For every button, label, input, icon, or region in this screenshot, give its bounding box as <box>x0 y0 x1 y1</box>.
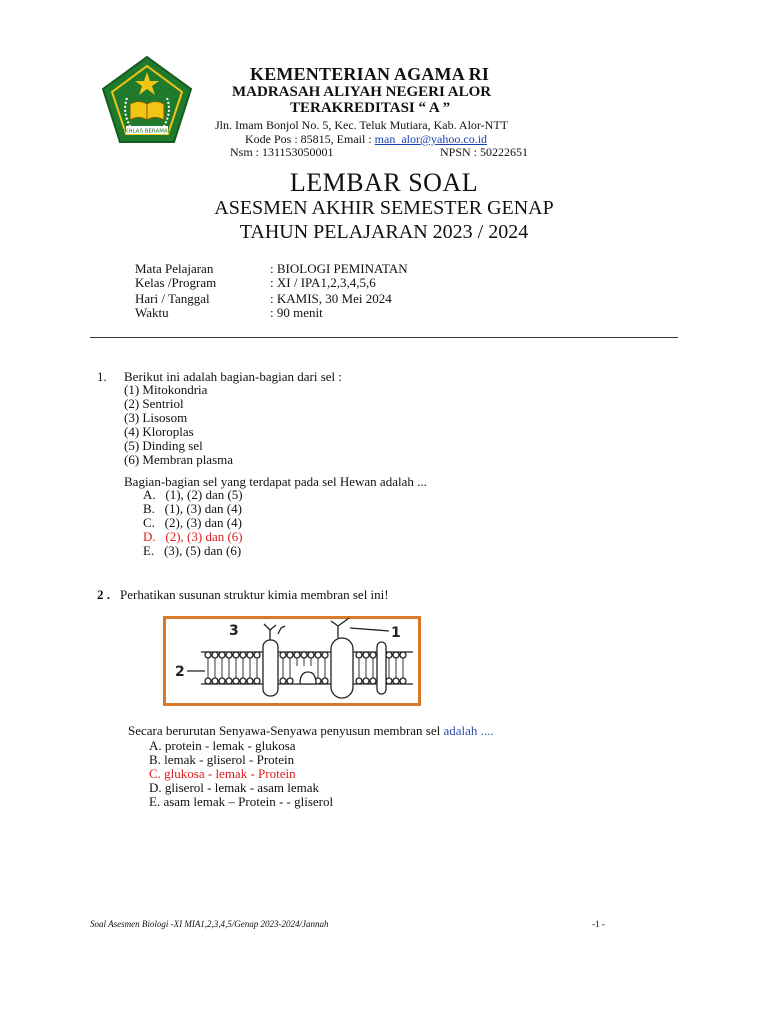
option-a[interactable]: A. protein - lemak - glukosa <box>149 738 296 753</box>
page-number: -1 - <box>592 919 605 929</box>
email-link[interactable]: man_alor@yahoo.co.id <box>374 132 488 146</box>
header-accreditation: TERAKREDITASI “ A ” <box>290 100 451 116</box>
info-value: : 90 menit <box>270 305 323 320</box>
list-item: (3) Lisosom <box>124 410 188 425</box>
header-ministry: KEMENTERIAN AGAMA RI <box>250 64 490 84</box>
figure-label-3: 3 <box>229 623 239 639</box>
option-text: (3), (5) dan (6) <box>163 543 242 558</box>
svg-text:IKHLAS BERAMAL: IKHLAS BERAMAL <box>123 128 171 135</box>
list-item: (4) Kloroplas <box>124 424 194 439</box>
option-b[interactable] <box>143 502 242 516</box>
option-b[interactable]: B. lemak - gliserol - Protein <box>149 752 295 767</box>
info-label: Waktu <box>135 305 169 320</box>
option-letter: D. <box>143 529 156 544</box>
option-e[interactable]: E. asam lemak – Protein - - gliserol <box>149 794 334 809</box>
option-text: (2), (3) dan (6) <box>165 529 243 544</box>
figure-label-1: 1 <box>391 625 401 641</box>
header-address: Jln. Imam Bonjol No. 5, Kec. Teluk Mutiara, Kab. Alor-NTT <box>215 118 508 132</box>
option-c[interactable] <box>143 516 242 530</box>
option-letter: E. <box>143 543 155 558</box>
option-a[interactable] <box>143 488 243 502</box>
option-c-correct[interactable]: C. glukosa - lemak - Protein <box>149 766 296 781</box>
question-stem: Perhatikan susunan struktur kimia membran sel ini! <box>120 587 389 602</box>
doc-subtitle-2: TAHUN PELAJARAN 2023 / 2024 <box>239 221 529 243</box>
contact-prefix: Kode Pos : 85815, Email : <box>245 132 375 146</box>
info-value: : BIOLOGI PEMINATAN <box>270 261 408 276</box>
header-nsm: Nsm : 131153050001 <box>230 145 334 159</box>
figure-label-2: 2 <box>175 664 185 680</box>
info-label: Hari / Tanggal <box>135 291 210 306</box>
school-logo <box>100 54 194 148</box>
footer-text: Soal Asesmen Biologi -XI MIA1,2,3,4,5/Genap 2023-2024/Jannah <box>90 919 329 929</box>
question-number: 1. <box>97 369 107 384</box>
option-e[interactable] <box>143 544 241 558</box>
membrane-figure <box>163 616 421 706</box>
option-letter: B. <box>143 501 155 516</box>
info-value: : XI / IPA1,2,3,4,5,6 <box>270 275 376 290</box>
option-letter: C. <box>143 515 155 530</box>
question-number: 2 . <box>97 587 110 602</box>
header-npsn: NPSN : 50222651 <box>440 145 529 159</box>
list-item: (2) Sentriol <box>124 396 184 411</box>
option-text: (2), (3) dan (4) <box>164 515 242 530</box>
question-prompt: Bagian-bagian sel yang terdapat pada sel Hewan adalah ... <box>124 474 427 489</box>
option-d[interactable]: D. gliserol - lemak - asam lemak <box>149 780 320 795</box>
option-text: (1), (3) dan (4) <box>164 501 242 516</box>
option-text: (1), (2) dan (5) <box>165 487 243 502</box>
divider <box>90 337 678 338</box>
question-prompt <box>128 723 494 739</box>
list-item: (1) Mitokondria <box>124 382 208 397</box>
doc-title: LEMBAR SOAL <box>289 168 479 197</box>
prompt-suffix: adalah .... <box>443 723 494 738</box>
question-stem: Berikut ini adalah bagian-bagian dari sel : <box>124 369 343 384</box>
list-item: (6) Membran plasma <box>124 452 234 467</box>
option-letter: A. <box>143 487 156 502</box>
header-school: MADRASAH ALIYAH NEGERI ALOR <box>232 84 492 100</box>
prompt-prefix: Secara berurutan Senyawa-Senyawa penyusun membran sel <box>128 723 444 738</box>
list-item: (5) Dinding sel <box>124 438 203 453</box>
doc-subtitle-1: ASESMEN AKHIR SEMESTER GENAP <box>214 197 554 219</box>
option-d-correct[interactable] <box>143 530 243 544</box>
info-label: Mata Pelajaran <box>135 261 214 276</box>
info-value: : KAMIS, 30 Mei 2024 <box>270 291 392 306</box>
info-label: Kelas /Program <box>135 275 217 290</box>
